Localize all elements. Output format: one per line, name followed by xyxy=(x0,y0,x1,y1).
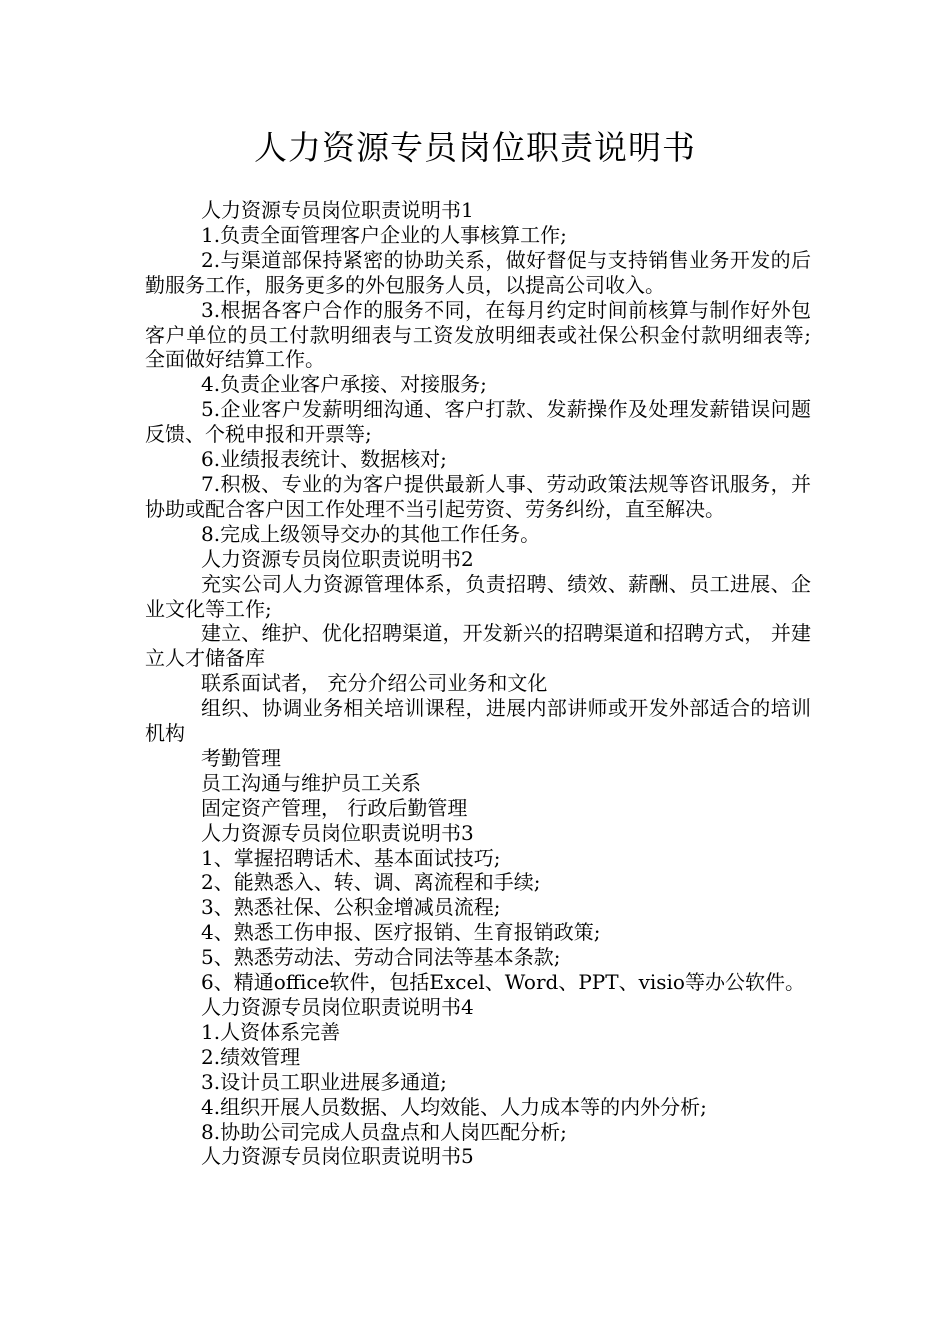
duty-item: 3.设计员工职业进展多通道; xyxy=(201,1069,447,1094)
document-title: 人力资源专员岗位职责说明书 xyxy=(254,128,696,167)
duty-item: 建立、维护、优化招聘渠道，开发新兴的招聘渠道和招聘方式， 并建立人才储备库 xyxy=(145,621,811,671)
section-heading-5: 人力资源专员岗位职责说明书5 xyxy=(201,1144,474,1169)
duty-item: 2.与渠道部保持紧密的协助关系，做好督促与支持销售业务开发的后勤服务工作，服务更多的外包服务人员，以提高公司收入。 xyxy=(145,247,811,297)
duty-item: 7.积极、专业的为客户提供最新人事、劳动政策法规等咨讯服务，并协助或配合客户因工作处理不当引起劳资、劳务纠纷，直至解决。 xyxy=(145,471,811,521)
duty-item: 5.企业客户发薪明细沟通、客户打款、发薪操作及处理发薪错误问题反馈、个税申报和开票等; xyxy=(145,397,811,447)
duty-item: 4.负责企业客户承接、对接服务; xyxy=(201,372,487,397)
section-heading-1: 人力资源专员岗位职责说明书1 xyxy=(201,198,474,222)
section-heading-2: 人力资源专员岗位职责说明书2 xyxy=(201,546,474,571)
duty-item: 1.负责全面管理客户企业的人事核算工作; xyxy=(201,222,567,247)
duty-item: 组织、协调业务相关培训课程，进展内部讲师或开发外部适合的培训机构 xyxy=(145,696,811,746)
duty-item: 员工沟通与维护员工关系 xyxy=(201,770,421,795)
duty-item: 2.绩效管理 xyxy=(201,1044,301,1069)
duty-item: 4、熟悉工伤申报、医疗报销、生育报销政策; xyxy=(201,920,601,945)
duty-item: 1.人资体系完善 xyxy=(201,1019,341,1044)
duty-item: 8.完成上级领导交办的其他工作任务。 xyxy=(201,521,541,546)
section-heading-4: 人力资源专员岗位职责说明书4 xyxy=(201,995,474,1019)
duty-item: 2、能熟悉入、转、调、离流程和手续; xyxy=(201,870,541,895)
duty-item: 充实公司人力资源管理体系，负责招聘、绩效、薪酬、员工进展、企业文化等工作; xyxy=(145,571,811,621)
duty-item: 6.业绩报表统计、数据核对; xyxy=(201,447,447,472)
duty-item: 4.组织开展人员数据、人均效能、人力成本等的内外分析; xyxy=(201,1094,707,1119)
duty-item: 8.协助公司完成人员盘点和人岗匹配分析; xyxy=(201,1119,567,1144)
duty-item: 5、熟悉劳动法、劳动合同法等基本条款; xyxy=(201,945,561,970)
duty-item: 1、掌握招聘话术、基本面试技巧; xyxy=(201,845,501,870)
duty-item: 联系面试者， 充分介绍公司业务和文化 xyxy=(201,671,548,696)
document-body xyxy=(145,198,811,1169)
duty-item: 3、熟悉社保、公积金增减员流程; xyxy=(201,895,501,920)
duty-item: 3.根据各客户合作的服务不同，在每月约定时间前核算与制作好外包客户单位的员工付款明细表与工资发放明细表或社保公积金付款明细表等;全面做好结算工作。 xyxy=(145,297,811,372)
duty-item: 固定资产管理， 行政后勤管理 xyxy=(201,795,468,820)
duty-item: 考勤管理 xyxy=(201,745,281,770)
duty-item: 6、精通office软件，包括Excel、Word、PPT、visio等办公软件。 xyxy=(201,970,805,995)
section-heading-3: 人力资源专员岗位职责说明书3 xyxy=(201,820,474,845)
